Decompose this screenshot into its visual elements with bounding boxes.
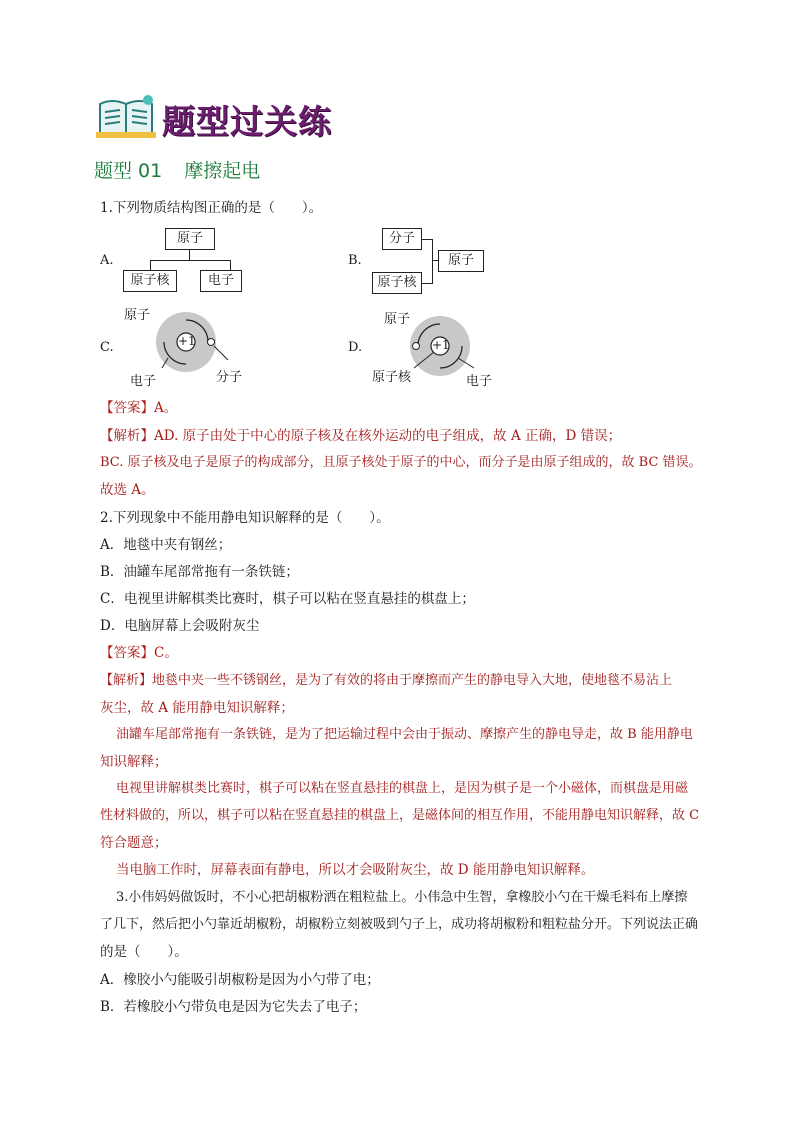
connector-line [189, 250, 190, 260]
diagram-a-top-box: 原子 [165, 228, 215, 250]
diagram-d-electron-label: 电子 [466, 374, 493, 389]
q2-analysis-p3a: 电视里讲解棋类比赛时，棋子可以粘在竖直悬挂的棋盘上，是因为棋子是一个小磁体，而棋盘是用磁 [116, 781, 689, 796]
diagram-d-nucleus-label: 原子核 [372, 370, 412, 385]
analysis-text: 地毯中夹一些不锈钢丝，是为了有效的将由于摩擦而产生的静电导入大地，使地毯不易沾上 [152, 673, 673, 688]
q2-stem: 2.下列现象中不能用静电知识解释的是（ ）。 [100, 510, 390, 526]
book-icon [96, 94, 158, 140]
analysis-text: AD. 原子由处于中心的原子核及在核外运动的电子组成，故 A 正确，D 错误； [154, 428, 622, 444]
q2-analysis-p2b: 知识解释； [100, 754, 168, 770]
answer-value: C。 [154, 645, 178, 661]
connector-line [432, 239, 433, 284]
diagram-b-bottom-box: 原子核 [372, 272, 422, 294]
analysis-tag: 【解析】 [100, 673, 153, 688]
q1-analysis-2: BC. 原子核及电子是原子的构成部分，且原子核处于原子的中心，而分子是由原子组成的，故 BC 错误。 [100, 455, 702, 470]
q2-option-b: B．油罐车尾部常拖有一条铁链； [100, 564, 299, 580]
q2-analysis-p1a [100, 671, 672, 691]
answer-tag: 【答案】 [100, 400, 154, 416]
section-banner [96, 92, 356, 144]
q2-analysis-p3c: 符合题意； [100, 835, 168, 851]
diagram-b-top-box: 分子 [382, 228, 422, 250]
q1-option-b-diagram[interactable] [372, 228, 492, 298]
diagram-a-left-box: 原子核 [123, 270, 177, 292]
q1-option-d-diagram[interactable] [370, 304, 510, 388]
q1-option-b-label: B. [348, 253, 362, 268]
q1-option-a-diagram[interactable] [120, 228, 250, 298]
diagram-c-electron-label: 电子 [130, 374, 157, 389]
section-title [94, 156, 282, 183]
q3-stem-line-2: 了几下，然后把小勺靠近胡椒粉，胡椒粉立刻被吸到勺子上，成功将胡椒粉和粗粒盐分开。下列说法正确 [100, 917, 699, 932]
q1-answer [100, 398, 177, 418]
q2-analysis-p4: 当电脑工作时，屏幕表面有静电，所以才会吸附灰尘，故 D 能用静电知识解释。 [116, 862, 595, 878]
q3-option-b: B．若橡胶小勺带负电是因为它失去了电子； [100, 999, 367, 1015]
banner-title: 题型过关练 [162, 102, 332, 141]
q3-option-a: A．橡胶小勺能吸引胡椒粉是因为小勺带了电； [100, 972, 380, 988]
connector-line [422, 239, 432, 240]
q3-stem-line-1: 3.小伟妈妈做饭时，不小心把胡椒粉洒在粗粒盐上。小伟急中生智，拿橡胶小勺在干燥毛料布上摩擦 [116, 890, 688, 905]
q3-stem-line-3: 的是（ ）。 [100, 944, 188, 960]
q1-conclusion: 故选 A。 [100, 482, 155, 498]
diagram-b-right-box: 原子 [438, 250, 484, 272]
analysis-tag: 【解析】 [100, 428, 154, 444]
q2-option-c: C．电视里讲解棋类比赛时，棋子可以粘在竖直悬挂的棋盘上； [100, 591, 475, 607]
connector-line [230, 260, 231, 270]
nucleus-charge: +1 [432, 338, 450, 352]
diagram-a-right-box: 电子 [200, 270, 242, 292]
connector-line [422, 283, 432, 284]
q1-option-a-label: A. [100, 253, 114, 268]
q2-answer [100, 643, 178, 663]
diagram-c-molecule-label: 分子 [216, 370, 243, 385]
q2-analysis-p1b: 灰尘，故 A 能用静电知识解释； [100, 700, 294, 716]
q1-stem: 1.下列物质结构图正确的是（ ）。 [100, 200, 323, 216]
q2-analysis-p2a: 油罐车尾部常拖有一条铁链，是为了把运输过程中会由于振动、摩擦产生的静电导走，故 B 能用静电 [116, 727, 693, 742]
diagram-c-title: 原子 [124, 308, 151, 323]
answer-tag: 【答案】 [100, 645, 154, 661]
answer-value: A。 [154, 400, 178, 416]
connector-line [150, 260, 230, 261]
section-number: 题型 01 [94, 160, 163, 182]
diagram-d-title: 原子 [384, 312, 411, 327]
q1-option-c-diagram[interactable] [120, 304, 260, 388]
q1-option-c-label: C. [100, 340, 114, 355]
q2-analysis-p3b: 性材料做的，所以，棋子可以粘在竖直悬挂的棋盘上，是磁体间的相互作用，不能用静电知识解释，故 C [100, 808, 700, 823]
q1-analysis-1 [100, 426, 621, 446]
q1-option-d-label: D. [348, 340, 363, 355]
q2-option-d: D．电脑屏幕上会吸附灰尘 [100, 618, 260, 634]
section-name: 摩擦起电 [184, 160, 261, 182]
connector-line [150, 260, 151, 270]
q2-option-a: A．地毯中夹有钢丝； [100, 537, 232, 553]
nucleus-charge: +1 [178, 334, 196, 348]
